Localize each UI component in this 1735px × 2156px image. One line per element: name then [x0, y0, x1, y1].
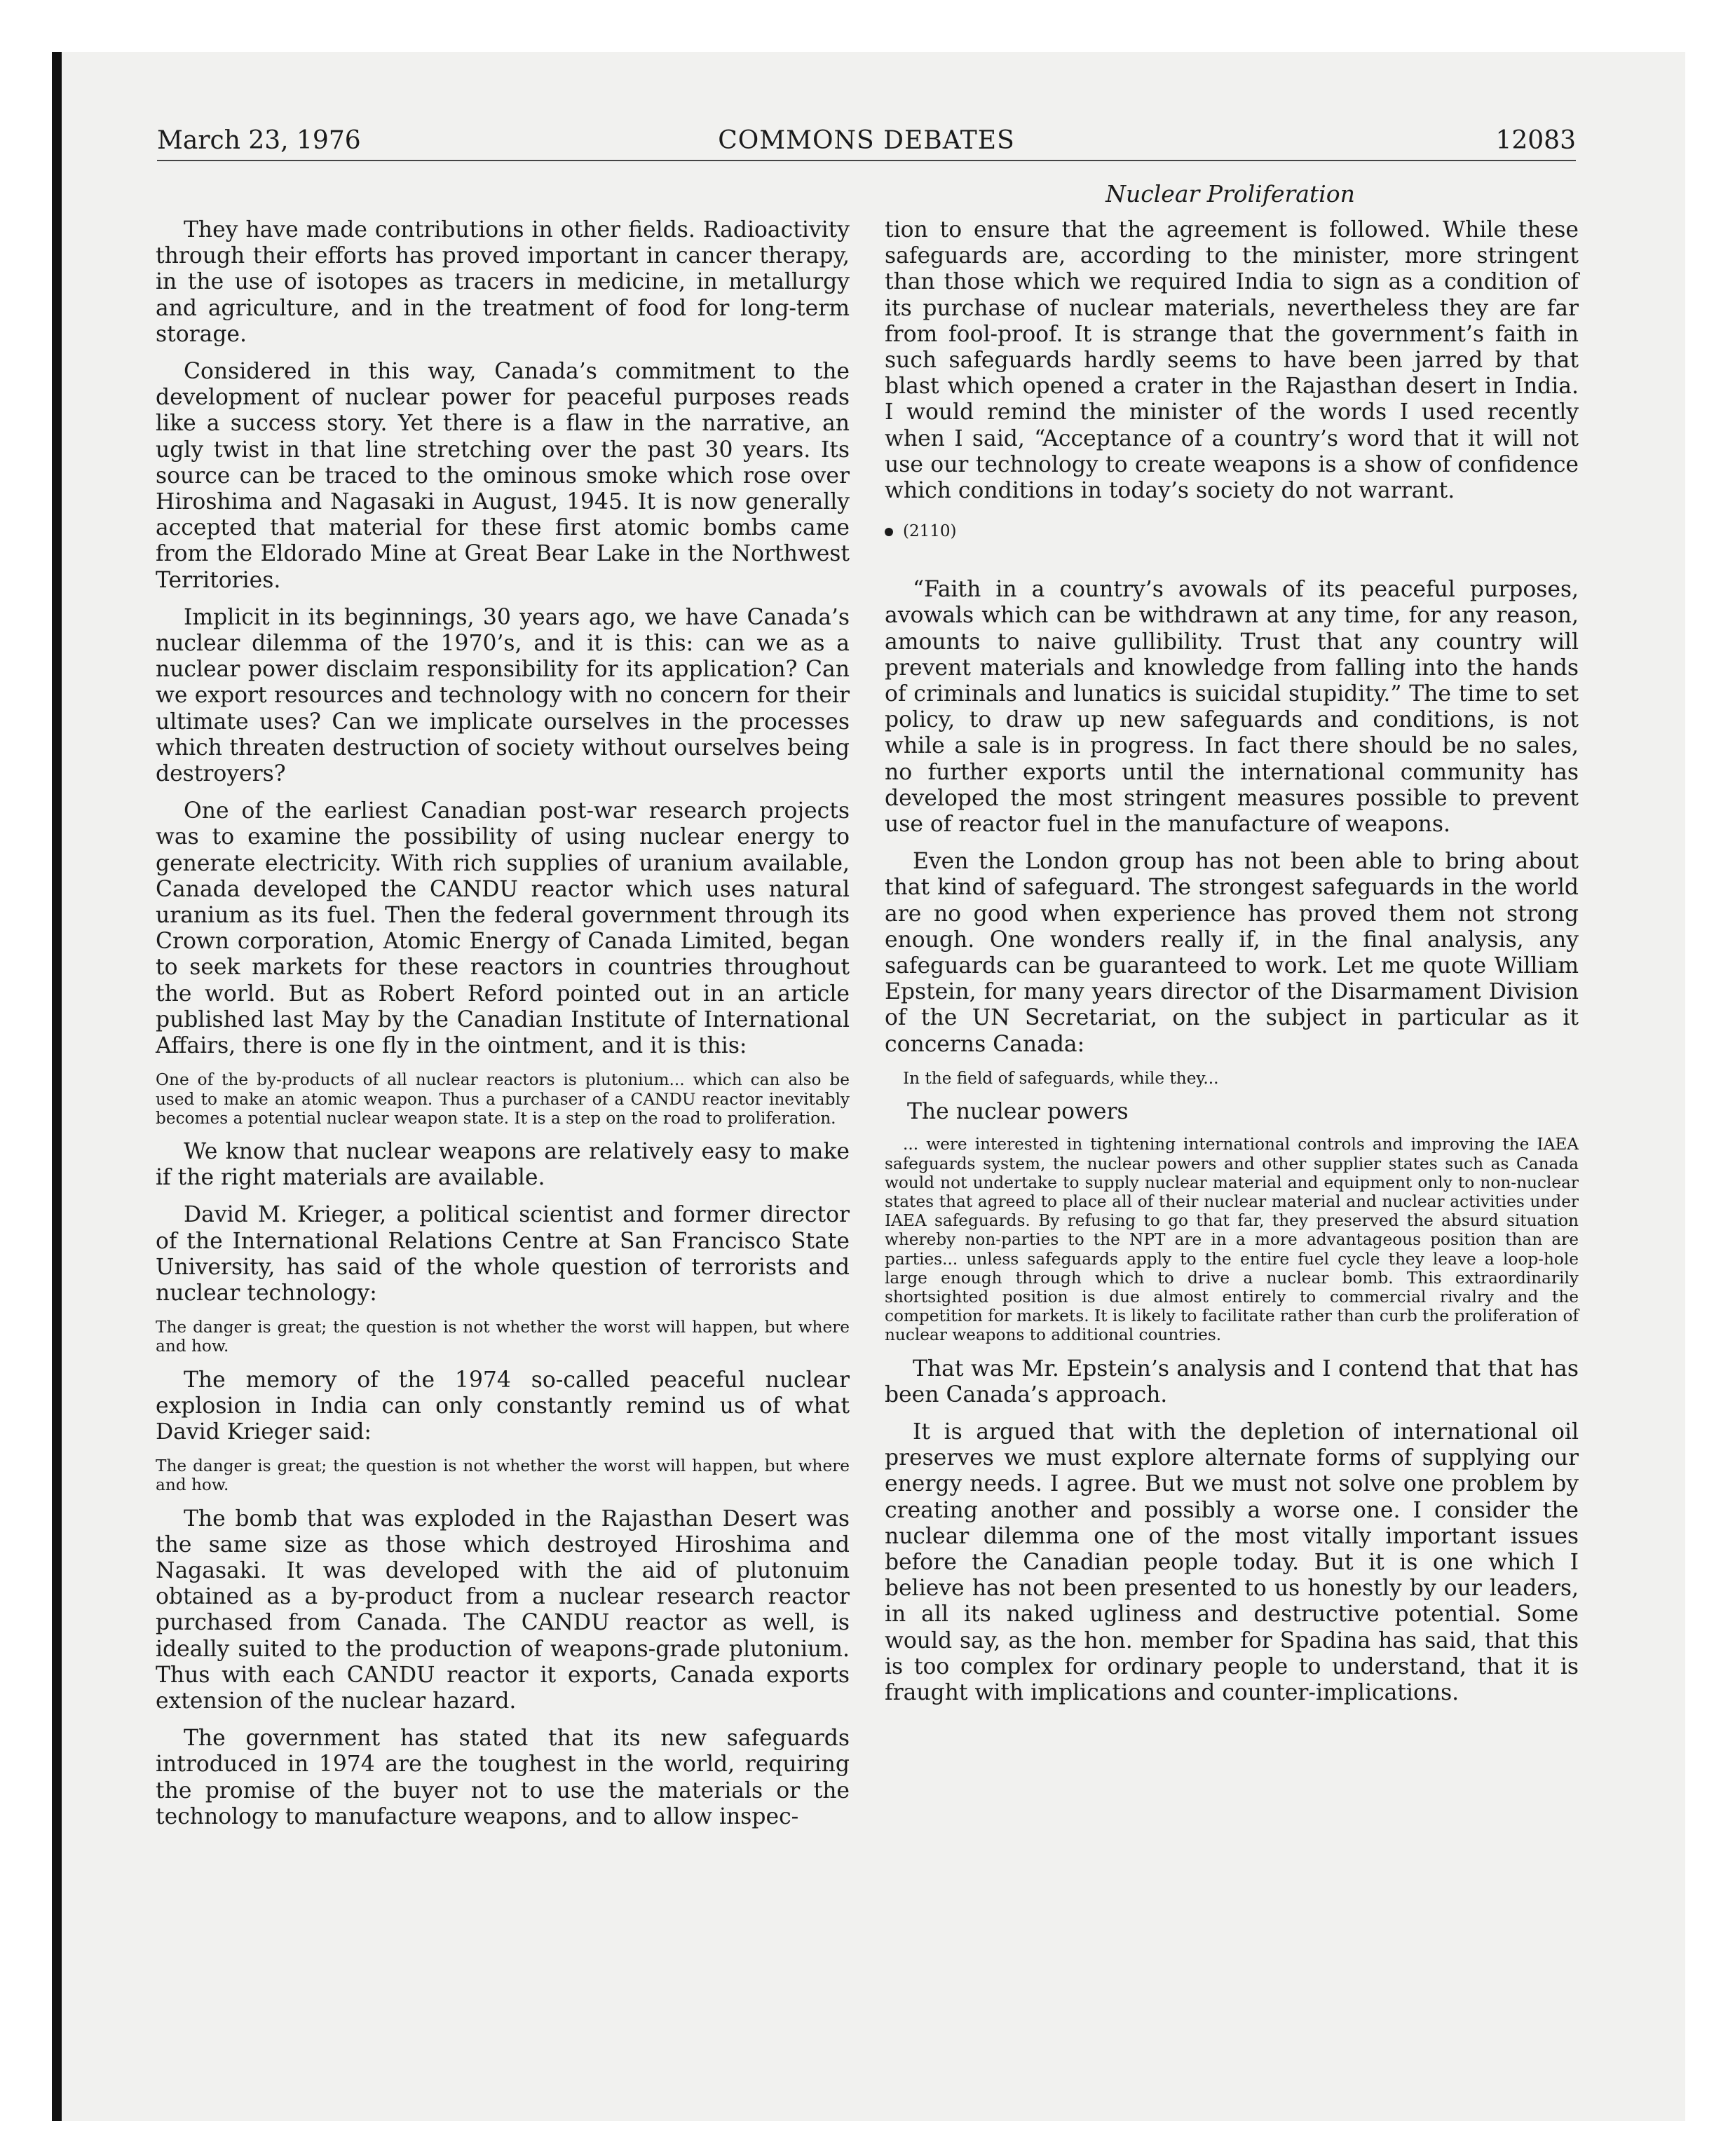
paragraph: That was Mr. Epstein’s analysis and I contend that that has been Canada’s approach. — [885, 1356, 1579, 1407]
block-quote: The danger is great; the question is not whether the worst will happen, but where and how. — [156, 1318, 850, 1356]
time-marker-label: (2110) — [903, 522, 957, 541]
paragraph: The government has stated that its new safeguards introduced in 1974 are the toughest in the world, requiring the promise of the buyer not to use the materials or the technology to manufacture weapons, and to allow inspec- — [156, 1726, 850, 1829]
header-publication: COMMONS DEBATES — [718, 126, 1015, 155]
block-quote: ... were interested in tightening international controls and improving the IAEA safeguards system, the nuclear powers and other supplier states such as Canada would not undertake to supply nuclear material and equipment only to non-nuclear states that agreed to place all of their nuclear material and nuclear activities under IAEA safeguards. By refusing to go that far, they preserved the absurd situation whereby non-parties to the NPT are in a more advantageous position than are parties... unless safeguards apply to the entire fuel cycle they leave a loop-hole large enough through which to drive a nuclear bomb. This extraordinarily shortsighted position is due almost entirely to commercial rivalry and the competition for markets. It is likely to facilitate rather than curb the proliferation of nuclear weapons to additional countries. — [885, 1135, 1579, 1345]
paragraph: We know that nuclear weapons are relatively easy to make if the right materials are available. — [156, 1138, 850, 1191]
block-quote: In the field of safeguards, while they... — [903, 1068, 1219, 1088]
paragraph: It is argued that with the depletion of international oil preserves we must explore alternate forms of supplying our energy needs. I agree. But we must not solve one problem by creating another and possibly a worse one. I consider the nuclear dilemma one of the most vitally important issues before the Canadian people today. But it is one which I believe has not been presented to us honestly by our leaders, in all its naked ugliness and destructive potential. Some would say, as the hon. member for Spadina has said, that this is too complex for ordinary people to understand, that it is fraught with implications and counter-implications. — [885, 1419, 1579, 1705]
header-page-number: 12083 — [1495, 126, 1576, 155]
right-column — [885, 217, 1579, 1717]
paragraph: Considered in this way, Canada’s commitment to the development of nuclear power for peaceful purposes reads like a success story. Yet there is a flaw in the narrative, an ugly twist in that line stretching over the past 30 years. Its source can be traced to the ominous smoke which rose over Hiroshima and Nagasaki in August, 1945. It is now generally accepted that material for these first atomic bombs came from the Eldorado Mine at Great Bear Lake in the Northwest Territories. — [156, 359, 850, 593]
paragraph: tion to ensure that the agreement is followed. While these safeguards are, according to the minister, more stringent than those which we required India to sign as a condition of its purchase of nuclear materials, nevertheless they are far from fool-proof. It is strange that the government’s faith in such safeguards hardly seems to have been jarred by that blast which opened a crater in the Rajasthan desert in India. I would remind the minister of the words I used recently when I said, “Acceptance of a country’s word that it will not use our technology to create weapons is a show of confidence which conditions in today’s society do not warrant. — [885, 217, 1579, 504]
paragraph: “Faith in a country’s avowals of its peaceful purposes, avowals which can be withdrawn at any time, for any reason, amounts to naive gullibility. Trust that any country will prevent materials and knowledge from falling into the hands of criminals and lunatics is suicidal stupidity.” The time to set policy, to draw up new safeguards and conditions, is not while a sale is in progress. In fact there should be no sales, no further exports until the international community has developed the most stringent measures possible to prevent use of reactor fuel in the manufacture of weapons. — [885, 577, 1579, 838]
time-marker — [885, 521, 1579, 542]
paragraph: Even the London group has not been able to bring about that kind of safeguard. The strongest safeguards in the world are no good when experience has proved them not strong enough. One wonders really if, in the final analysis, any safeguards can be guaranteed to work. Let me quote William Epstein, for many years director of the Disarmament Division of the UN Secretariat, on the subject in particular as it concerns Canada: — [885, 849, 1579, 1057]
block-quote: One of the by-products of all nuclear reactors is plutonium... which can also be used to make an atomic weapon. Thus a purchaser of a CANDU reactor inevitably becomes a potential nuclear weapon state. It is a step on the road to proliferation. — [156, 1070, 850, 1128]
paragraph: David M. Krieger, a political scientist and former director of the International Relations Centre at San Francisco State University, has said of the whole question of terrorists and nuclear technology: — [156, 1202, 850, 1306]
paragraph: They have made contributions in other fields. Radioactivity through their efforts has proved important in cancer therapy, in the use of isotopes as tracers in medicine, in metallurgy and agriculture, and in the treatment of food for long-term storage. — [156, 217, 850, 347]
paragraph: One of the earliest Canadian post-war research projects was to examine the possibility of using nuclear energy to generate electricity. With rich supplies of uranium available, Canada developed the CANDU reactor which uses natural uranium as its fuel. Then the federal government through its Crown corporation, Atomic Energy of Canada Limited, began to seek markets for these reactors in countries throughout the world. But as Robert Reford pointed out in an article published last May by the Canadian Institute of International Affairs, there is one fly in the ointment, and it is this: — [156, 798, 850, 1059]
bullet-icon — [885, 528, 893, 536]
paragraph: The nuclear powers — [907, 1099, 1129, 1125]
header-date: March 23, 1976 — [157, 126, 361, 155]
paragraph: Implicit in its beginnings, 30 years ago, we have Canada’s nuclear dilemma of the 1970’s, and it is this: can we as a nuclear power disclaim responsibility for its application? Can we export resources and technology with no concern for their ultimate uses? Can we implicate ourselves in the processes which threaten destruction of society without ourselves being destroyers? — [156, 604, 850, 787]
paragraph: The memory of the 1974 so-called peaceful nuclear explosion in India can only constantly remind us of what David Krieger said: — [156, 1367, 850, 1445]
subject-heading: Nuclear Proliferation — [1105, 180, 1355, 207]
page-header — [157, 125, 1576, 161]
block-quote: The danger is great; the question is not whether the worst will happen, but where and how. — [156, 1456, 850, 1495]
paragraph: The bomb that was exploded in the Rajasthan Desert was the same size as those which destroyed Hiroshima and Nagasaki. It was developed with the aid of plutonuim obtained as a by-product from a nuclear research reactor purchased from Canada. The CANDU reactor as well, is ideally suited to the production of weapons-grade plutonium. Thus with each CANDU reactor it exports, Canada exports extension of the nuclear hazard. — [156, 1506, 850, 1714]
left-column — [156, 217, 850, 1841]
